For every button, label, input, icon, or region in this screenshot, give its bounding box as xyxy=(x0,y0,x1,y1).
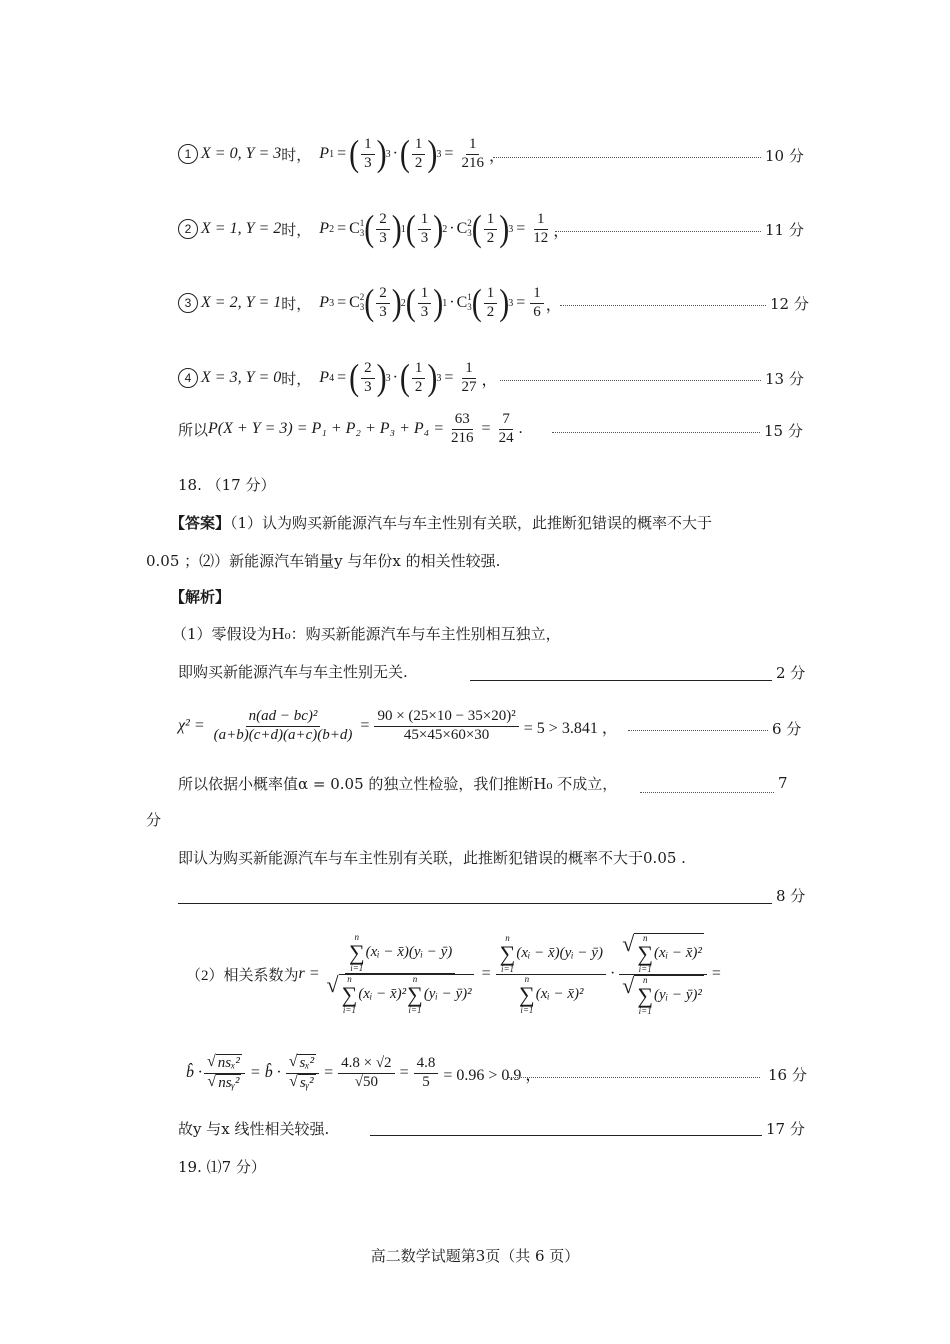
total-prefix: 所以 xyxy=(178,422,209,439)
case1-line: 1 X = 0, Y = 3 时， P 1 = ( $\frac{1}{3}$ ) 3 · ( $\frac{1}{2}$ ) 3 = $\frac{1}{216}$ ， xyxy=(178,132,505,176)
case4-frac2: $\frac{1}{2}$ xyxy=(412,360,426,396)
chi-frac1: $\frac{\text{n(ad − bc)²}}{(a+b)(c+d)(a+c)(b+d)}$ xyxy=(213,708,353,743)
case2-line: 2 X = 1, Y = 2 时， P 2 = C 1 3 ( $\frac{2}{3}$ ) 1 ( $\frac{1}{3}$ ) 2 · C 2 3 ( $\frac{1}{2}$ ) 3 = $\frac{1}{12}$ ， xyxy=(178,207,569,251)
b-frac1: √ nsₓ² √ nsᵧ² xyxy=(204,1054,245,1092)
case1-exp1: 3 xyxy=(385,148,391,160)
p4-rule xyxy=(178,903,772,904)
case1-frac2: $\frac{1}{2}$ xyxy=(412,136,426,172)
p2-rule xyxy=(470,680,772,681)
case2-frac2: $\frac{1}{3}$ xyxy=(418,211,432,247)
case4-shi: 时， xyxy=(281,371,312,388)
case4-condition: X = 3, Y = 0 xyxy=(201,369,282,386)
page-footer: 高二数学试题第3页（共 6 页） xyxy=(370,1247,580,1265)
case4-dots xyxy=(500,380,761,381)
r-formula-line: （2）相关系数为 r = n ∑ i=1 (xᵢ − x̄)(yᵢ − ȳ) √ n ∑ i=1 (xᵢ − x̄)² n ∑ i=1 (yᵢ − ȳ)² = n ∑ i=1 (xᵢ − x̄)(yᵢ − ȳ) n ∑ i=1 (xᵢ − x̄)² · √ n ∑ i=1 (xᵢ − x̄)² √ n ∑ i=1 (yᵢ − ȳ)² = xyxy=(186,930,721,1016)
case3-shi: 时， xyxy=(281,296,312,313)
case4-line: 4 X = 3, Y = 0 时， P 4 = ( $\frac{2}{3}$ ) 3 · ( $\frac{1}{2}$ ) 3 = $\frac{1}{27}$ ， xyxy=(178,356,497,400)
case4-lhs: P xyxy=(319,369,330,386)
conclusion-score: 17 分 xyxy=(766,1120,805,1138)
case4-score: 13 分 xyxy=(765,370,804,388)
case2-condition: X = 1, Y = 2 xyxy=(201,220,282,237)
q18-p3: 所以依据小概率值α = 0.05 的独立性检验，我们推断H₀ 不成立， xyxy=(178,775,618,793)
case1-dots xyxy=(493,157,761,158)
b-score: 16 分 xyxy=(768,1066,807,1084)
r-frac3: √ n ∑ i=1 (xᵢ − x̄)² √ n ∑ i=1 (yᵢ − ȳ)² xyxy=(619,933,707,1016)
chi-square-line: χ² = $\frac{\text{n(ad − bc)²}}{(a+b)(c+d)(a+c)(b+d)}$ = $\frac{\text{90 × (25×10 − 35×20)²}}{45\times 45\times 60\times 30}$ = 5 > 3.841 ， xyxy=(178,708,618,743)
b-frac3: $\frac{4.8 \times √2}{√50}$ xyxy=(338,1055,394,1091)
b-hat-1: b̂ · xyxy=(186,1064,202,1081)
case3-score: 12 分 xyxy=(770,295,809,313)
answer-label: 【答案】 xyxy=(170,514,231,532)
p3-dots xyxy=(640,792,774,793)
r-frac1: n ∑ i=1 (xᵢ − x̄)(yᵢ − ȳ) √ n ∑ i=1 (xᵢ − x̄)² n ∑ i=1 (yᵢ − ȳ)² xyxy=(326,932,472,1015)
case3-frac3: $\frac{1}{2}$ xyxy=(484,285,498,321)
answer-text2: 0.05 ；⑵）新能源汽车销量y 与年份x 的相关性较强. xyxy=(146,552,501,570)
q18-p1: （1）零假设为H₀：购买新能源汽车与车主性别相互独立， xyxy=(172,625,561,643)
case1-lhs-sub: 1 xyxy=(329,148,335,160)
case2-lhs: P xyxy=(319,220,330,237)
circled-number-1: 1 xyxy=(178,144,198,164)
q18-p4: 即认为购买新能源汽车与车主性别有关联，此推断犯错误的概率不大于0.05 . xyxy=(178,849,686,867)
chi-frac2: $\frac{\text{90 × (25×10 − 35×20)²}}{45\times 45\times 60\times 30}$ xyxy=(374,708,518,744)
case2-c2: C xyxy=(456,220,468,237)
case2-c1: C xyxy=(349,220,360,237)
total-frac2: $\frac{7}{24}$ xyxy=(498,411,514,446)
chi-dots xyxy=(628,730,768,731)
chi-score: 6 分 xyxy=(772,720,802,738)
case4-frac1: $\frac{2}{3}$ xyxy=(361,360,375,396)
case1-frac1: $\frac{1}{3}$ xyxy=(361,136,375,172)
q18-p2: 即购买新能源汽车与车主性别无关. xyxy=(178,663,408,681)
case2-lhs-sub: 2 xyxy=(329,223,335,235)
p3-fen: 分 xyxy=(146,811,162,829)
b-hat-line: b̂ · √ nsₓ² √ nsᵧ² = b̂ · √ sₓ² √ sᵧ² = $\frac{4.8 \times √2}{√50}$ = $\frac{4.8}{5}$ = 0.96 > 0.9 ， xyxy=(186,1053,542,1091)
q19-heading: 19. ⑴7 分） xyxy=(178,1158,266,1176)
case1-lhs: P xyxy=(319,145,330,162)
case1-condition: X = 0, Y = 3 xyxy=(201,145,282,162)
p2-score: 2 分 xyxy=(776,664,806,682)
analysis-label: 【解析】 xyxy=(170,588,231,606)
case3-frac2: $\frac{1}{3}$ xyxy=(418,285,432,321)
p3-score: 7 xyxy=(778,774,788,792)
case2-frac3: $\frac{1}{2}$ xyxy=(484,211,498,247)
total-expr: P(X + Y = 3) = P₁ + P₂ + P₃ + P₄ = xyxy=(208,420,445,437)
case3-condition: X = 2, Y = 1 xyxy=(201,294,282,311)
case4-result: $\frac{1}{27}$ xyxy=(461,360,477,395)
r-frac2: n ∑ i=1 (xᵢ − x̄)(yᵢ − ȳ) n ∑ i=1 (xᵢ − x̄)² xyxy=(496,934,606,1015)
b-frac4: $\frac{4.8}{5}$ xyxy=(414,1055,439,1091)
circled-number-2: 2 xyxy=(178,219,198,239)
b-dots xyxy=(508,1077,760,1078)
case3-lhs: P xyxy=(319,294,330,311)
total-score: 15 分 xyxy=(764,422,803,440)
case1-tail: ， xyxy=(488,147,505,165)
case1-score: 10 分 xyxy=(765,147,804,165)
case2-frac1: $\frac{2}{3}$ xyxy=(376,211,390,247)
case2-shi: 时， xyxy=(281,222,312,239)
q18-conclusion: 故y 与x 线性相关较强. xyxy=(178,1120,330,1138)
circled-number-3: 3 xyxy=(178,293,198,313)
p4-score: 8 分 xyxy=(776,887,806,905)
case1-result: $\frac{1}{216}$ xyxy=(461,136,484,171)
case3-dots xyxy=(560,305,766,306)
case3-result: $\frac{1}{6}$ xyxy=(530,285,544,321)
r-var: r = xyxy=(298,965,320,982)
case3-line: 3 X = 2, Y = 1 时， P 3 = C 2 3 ( $\frac{2}{3}$ ) 2 ( $\frac{1}{3}$ ) 1 · C 1 3 ( $\frac{1}{2}$ ) 3 = $\frac{1}{6}$ ， xyxy=(178,281,562,325)
conclusion-rule xyxy=(370,1135,762,1136)
case2-score: 11 分 xyxy=(765,221,804,239)
q18-answer xyxy=(170,512,712,533)
case2-dots xyxy=(555,231,761,232)
case1-shi: 时， xyxy=(281,147,312,164)
r-label: （2）相关系数为 xyxy=(186,967,299,984)
answer-text1: （1）认为购买新能源汽车与车主性别有关联，此推断犯错误的概率不大于 xyxy=(230,514,713,532)
circled-number-4: 4 xyxy=(178,368,198,388)
case3-frac1: $\frac{2}{3}$ xyxy=(376,285,390,321)
case2-result: $\frac{1}{12}$ xyxy=(533,211,549,246)
case1-exp2: 3 xyxy=(436,148,442,160)
total-dots xyxy=(552,432,760,433)
q18-heading: 18. （17 分） xyxy=(178,476,276,494)
total-frac1: $\frac{63}{216}$ xyxy=(451,411,474,446)
chi-lhs: χ² = xyxy=(178,717,205,734)
total-line: 所以 P(X + Y = 3) = P₁ + P₂ + P₃ + P₄ = $\frac{63}{216}$ = $\frac{7}{24}$ . xyxy=(178,411,523,446)
b-frac2: √ sₓ² √ sᵧ² xyxy=(286,1054,319,1092)
